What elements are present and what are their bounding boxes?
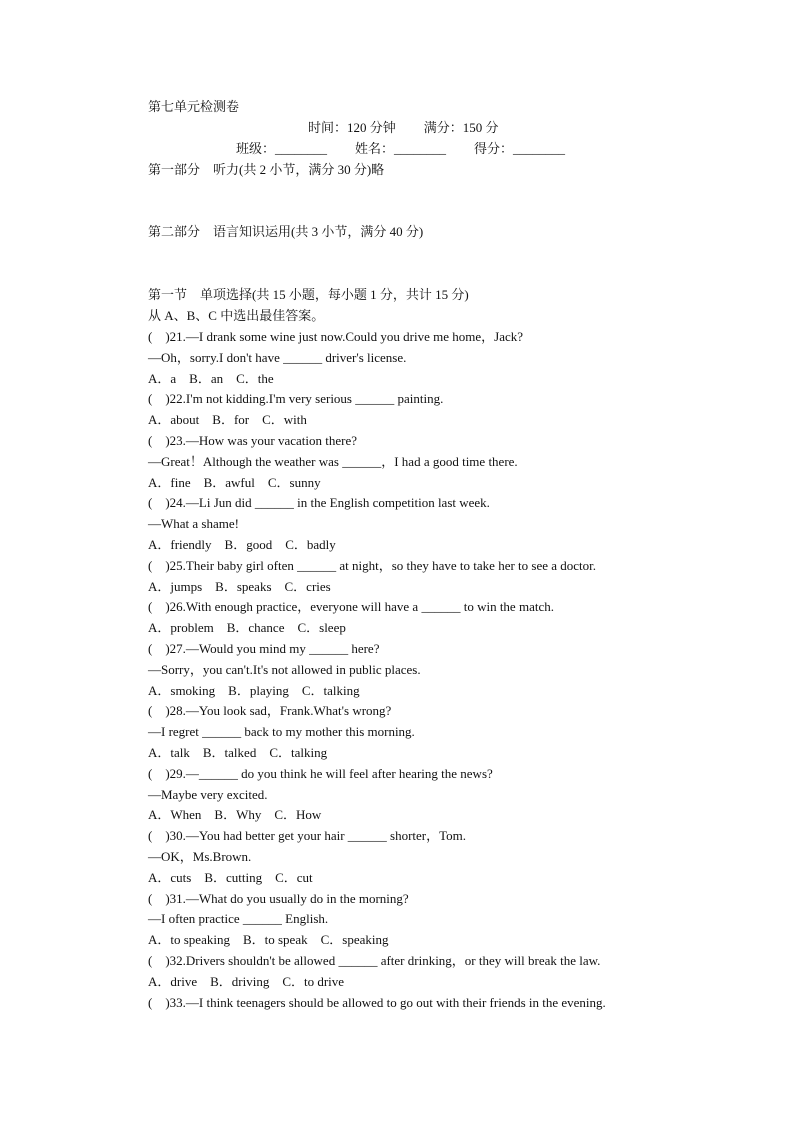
section1-heading: 第一节 单项选择(共 15 小题，每小题 1 分，共计 15 分) xyxy=(148,287,469,302)
question-line: ( )26.With enough practice，everyone will have a ______ to win the match. xyxy=(148,599,554,615)
question-line: —I regret ______ back to my mother this morning. xyxy=(148,724,415,740)
question-line: ( )31.—What do you usually do in the morning? xyxy=(148,890,409,906)
name-field: 姓名：________ xyxy=(355,141,447,156)
instruction-line: 从 A、B、C 中选出最佳答案。 xyxy=(148,308,325,323)
question-line: —OK，Ms.Brown. xyxy=(148,849,252,864)
question-line: ( )32.Drivers shouldn't be allowed ______ after drinking，or they will break the law. xyxy=(148,953,601,968)
part1-heading: 第一部分 听力(共 2 小节，满分 30 分)略 xyxy=(148,162,385,177)
student-info-row xyxy=(236,141,565,157)
question-line: ( )25.Their baby girl often ______ at night，so they have to take her to see a doctor. xyxy=(148,557,597,573)
question-line: ( )22.I'm not kidding.I'm very serious ______ painting. xyxy=(148,391,444,407)
question-line: —Great！Although the weather was ______，I had a good time there. xyxy=(148,453,518,469)
question-line: ( )28.—You look sad，Frank.What's wrong? xyxy=(148,703,392,719)
question-line: ( )21.—I drank some wine just now.Could you drive me home，Jack? xyxy=(148,329,524,344)
question-line: —Oh，sorry.I don't have ______ driver's license. xyxy=(148,349,407,365)
question-line: ( )23.—How was your vacation there? xyxy=(148,433,358,448)
question-line: A．smoking B．playing C．talking xyxy=(148,682,360,698)
exam-meta-time-score xyxy=(308,120,499,136)
question-line: A．cuts B．cutting C．cut xyxy=(148,869,313,885)
exam-full-score: 满分：150 分 xyxy=(423,120,499,135)
exam-time: 时间：120 分钟 xyxy=(308,120,396,135)
question-line: —I often practice ______ English. xyxy=(148,911,329,927)
question-line: A．friendly B．good C．badly xyxy=(148,537,336,552)
part2-heading: 第二部分 语言知识运用(共 3 小节，满分 40 分) xyxy=(148,224,424,239)
question-line: A．talk B．talked C．talking xyxy=(148,745,328,760)
question-line: ( )27.—Would you mind my ______ here? xyxy=(148,641,380,656)
question-line: —What a shame! xyxy=(148,516,239,532)
question-line: ( )30.—You had better get your hair ______ shorter，Tom. xyxy=(148,828,467,844)
question-line: A．a B．an C．the xyxy=(148,370,274,386)
question-line: A．When B．Why C．How xyxy=(148,807,322,823)
question-line: ( )29.—______ do you think he will feel after hearing the news? xyxy=(148,765,493,781)
question-line: A．jumps B．speaks C．cries xyxy=(148,578,331,594)
question-line: A．drive B．driving C．to drive xyxy=(148,973,345,989)
class-field: 班级：________ xyxy=(236,141,328,156)
score-field: 得分：________ xyxy=(474,141,566,156)
question-line: ( )24.—Li Jun did ______ in the English competition last week. xyxy=(148,495,490,511)
question-line: —Maybe very excited. xyxy=(148,786,268,802)
question-line: ( )33.—I think teenagers should be allowed to go out with their friends in the evening. xyxy=(148,994,606,1010)
question-line: A．about B．for C．with xyxy=(148,412,307,428)
question-line: A．to speaking B．to speak C．speaking xyxy=(148,932,389,948)
exam-title: 第七单元检测卷 xyxy=(148,99,240,114)
question-line: A．fine B．awful C．sunny xyxy=(148,474,321,490)
question-line: A．problem B．chance C．sleep xyxy=(148,620,346,636)
question-line: —Sorry，you can't.It's not allowed in public places. xyxy=(148,661,421,677)
